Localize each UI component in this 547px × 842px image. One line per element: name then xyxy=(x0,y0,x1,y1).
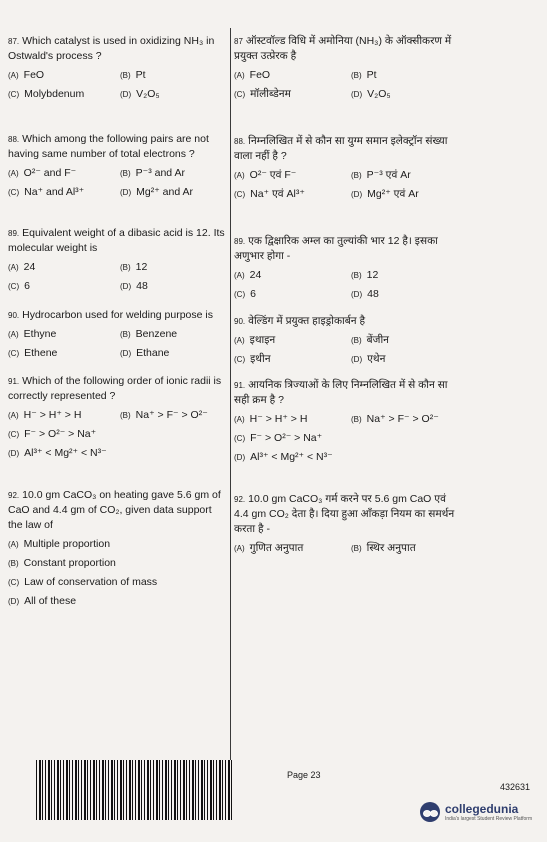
question-stem: आयनिक त्रिज्याओं के लिए निम्नलिखित में से कौन सा सही क्रम है ? xyxy=(234,379,448,406)
question-number: 88. xyxy=(8,135,20,144)
option-a: (A) O²⁻ and F⁻ xyxy=(8,167,77,179)
option-c: (C) F⁻ > O²⁻ > Na⁺ xyxy=(234,432,323,444)
question-92-hindi xyxy=(234,492,462,556)
brand-tagline: India's largest Student Review Platform xyxy=(445,816,533,822)
question-89-english xyxy=(8,226,226,294)
question-number: 92. xyxy=(234,495,246,504)
option-d: (D) Mg²⁺ एवं Ar xyxy=(351,188,419,200)
option-a: (A) Ethyne xyxy=(8,328,57,340)
question-number: 91. xyxy=(234,381,246,390)
options xyxy=(8,260,226,294)
options xyxy=(8,68,226,102)
option-a: (A) FeO xyxy=(234,69,271,81)
option-c: (C) Na⁺ and Al³⁺ xyxy=(8,186,85,198)
question-88-hindi xyxy=(234,134,462,202)
question-number: 92. xyxy=(8,491,20,500)
option-d: (D) Al³⁺ < Mg²⁺ < N³⁻ xyxy=(234,451,333,463)
option-b: (B) स्थिर अनुपात xyxy=(351,542,416,554)
option-c: (C) 6 xyxy=(234,288,256,300)
question-number: 91. xyxy=(8,377,20,386)
option-a: (A) H⁻ > H⁺ > H xyxy=(234,413,308,425)
option-a: (A) Multiple proportion xyxy=(8,538,111,550)
question-stem: Equivalent weight of a dibasic acid is 12. Its molecular weight is xyxy=(8,227,225,254)
options xyxy=(234,412,462,465)
mascot-icon xyxy=(420,802,440,822)
question-91-hindi xyxy=(234,378,462,465)
column-divider xyxy=(230,28,231,768)
option-d: (D) एथेन xyxy=(351,353,386,365)
option-a: (A) 24 xyxy=(234,269,262,281)
option-b: (B) बेंजीन xyxy=(351,334,390,346)
question-stem: निम्नलिखित में से कौन सा युग्म समान इलेक्ट्रॉन संख्या वाला नहीं है ? xyxy=(234,135,448,162)
question-number: 87 xyxy=(234,37,243,46)
option-a: (A) H⁻ > H⁺ > H xyxy=(8,409,82,421)
question-stem: 10.0 gm CaCO₃ on heating gave 5.6 gm of CaO and 4.4 gm of CO₂, given data support the law of xyxy=(8,489,221,531)
option-b: (B) Na⁺ > F⁻ > O²⁻ xyxy=(351,413,439,425)
option-b: (B) Constant proportion xyxy=(8,557,116,569)
options xyxy=(8,166,226,200)
option-d: (D) V₂O₅ xyxy=(120,88,160,100)
option-b: (B) P⁻³ and Ar xyxy=(120,167,185,179)
option-b: (B) 12 xyxy=(351,269,379,281)
question-number: 90. xyxy=(8,311,20,320)
question-87-english xyxy=(8,34,226,102)
question-stem: Which catalyst is used in oxidizing NH₃ in Ostwald's process ? xyxy=(8,35,215,62)
option-c: (C) Molybdenum xyxy=(8,88,85,100)
question-stem: Which of the following order of ionic radii is correctly represented ? xyxy=(8,375,222,402)
option-a: (A) 24 xyxy=(8,261,36,273)
option-c: (C) F⁻ > O²⁻ > Na⁺ xyxy=(8,428,97,440)
options xyxy=(234,168,462,202)
option-c: (C) Ethene xyxy=(8,347,58,359)
question-stem: एक द्विक्षारिक अम्ल का तुल्यांकी भार 12 है। इसका अणुभार होगा - xyxy=(234,235,438,262)
option-b: (B) P⁻³ एवं Ar xyxy=(351,169,411,181)
option-c: (C) 6 xyxy=(8,280,30,292)
question-stem: वेल्डिंग में प्रयुक्त हाइड्रोकार्बन है xyxy=(248,315,366,327)
option-b: (B) 12 xyxy=(120,261,148,273)
question-number: 88. xyxy=(234,137,246,146)
option-b: (B) Benzene xyxy=(120,328,178,340)
option-d: (D) 48 xyxy=(120,280,148,292)
question-number: 90. xyxy=(234,317,246,326)
collegedunia-logo xyxy=(420,802,532,822)
options xyxy=(234,68,462,102)
options xyxy=(234,268,462,302)
options xyxy=(8,537,226,609)
option-c: (C) मॉलीब्डेनम xyxy=(234,88,291,100)
question-number: 89. xyxy=(234,237,246,246)
question-stem: 10.0 gm CaCO₃ गर्म करने पर 5.6 gm CaO एवं 4.4 gm CO₂ देता है। दिया हुआ आँकड़ा नियम का समर्थन करता है - xyxy=(234,493,455,535)
option-a: (A) FeO xyxy=(8,69,45,81)
option-a: (A) इथाइन xyxy=(234,334,276,346)
question-91-english xyxy=(8,374,226,461)
question-87-hindi xyxy=(234,34,462,102)
option-d: (D) Mg²⁺ and Ar xyxy=(120,186,194,198)
option-c: (C) इथीन xyxy=(234,353,271,365)
question-88-english xyxy=(8,132,226,200)
question-90-hindi xyxy=(234,314,462,367)
options xyxy=(8,408,226,461)
question-number: 87. xyxy=(8,37,20,46)
option-c: (C) Na⁺ एवं Al³⁺ xyxy=(234,188,305,200)
option-b: (B) Pt xyxy=(351,69,377,81)
question-stem: ऑस्टवॉल्ड विधि में अमोनिया (NH₃) के ऑक्सीकरण में प्रयुक्त उत्प्रेरक है xyxy=(234,35,452,62)
brand-name: collegedunia xyxy=(445,802,519,816)
option-d: (D) V₂O₅ xyxy=(351,88,391,100)
question-89-hindi xyxy=(234,234,462,302)
question-number: 89. xyxy=(8,229,20,238)
option-a: (A) O²⁻ एवं F⁻ xyxy=(234,169,297,181)
option-d: (D) All of these xyxy=(8,595,77,607)
paper-code: 432631 xyxy=(500,782,531,792)
barcode xyxy=(36,760,232,820)
options xyxy=(234,541,462,556)
question-stem: Hydrocarbon used for welding purpose is xyxy=(22,309,213,321)
question-90-english xyxy=(8,308,226,361)
options xyxy=(8,327,226,361)
option-a: (A) गुणित अनुपात xyxy=(234,542,304,554)
option-b: (B) Pt xyxy=(120,69,146,81)
option-d: (D) 48 xyxy=(351,288,379,300)
question-92-english xyxy=(8,488,226,609)
option-d: (D) Al³⁺ < Mg²⁺ < N³⁻ xyxy=(8,447,107,459)
option-c: (C) Law of conservation of mass xyxy=(8,576,158,588)
question-stem: Which among the following pairs are not having same number of total electrons ? xyxy=(8,133,209,160)
option-d: (D) Ethane xyxy=(120,347,170,359)
page-number: Page 23 xyxy=(287,770,321,780)
option-b: (B) Na⁺ > F⁻ > O²⁻ xyxy=(120,409,208,421)
options xyxy=(234,333,462,367)
